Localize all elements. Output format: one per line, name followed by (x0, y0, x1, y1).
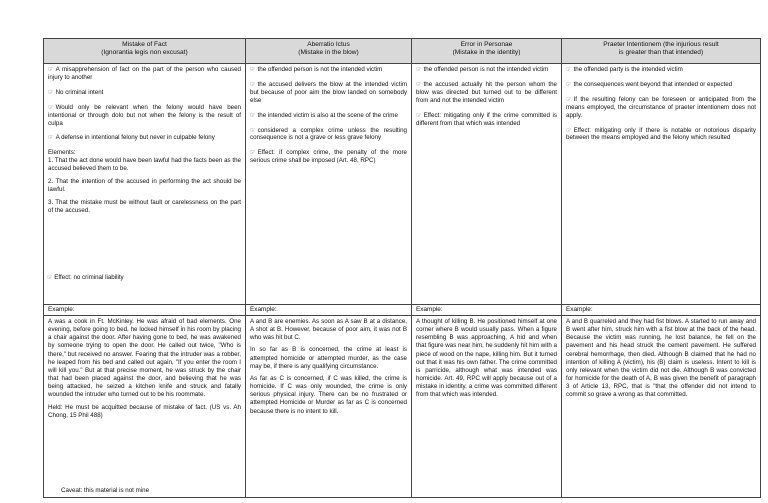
example-text: A and B quarreled and they had fist blows. A started to run away and B went after him, struck him with a fist blow at the back of the head. Because the victim was running, he lost balance, he fell on the pavement and his head struck the cement pavement. He suffered cerebral hemorrhage, then died. Although B claimed that he had no intention of killing A (victim), his (B) claim is useless. Intent to kill is only relevant when the victim did not die. Although B was convicted for homicide for the death of A, B was given the benefit of paragraph 3 of Article 13, RPC, that is "that the offender did not intend to commit so grave a wrong as that committed. (566, 318, 756, 399)
hand-pointing-icon: ☞ (250, 66, 256, 73)
example-text: In so far as B is concerned, the crime at least is attempted homicide or attempted murder, as the case may be, if there is any qualifying circumstance. (250, 346, 407, 370)
bullet-item: ☞ A defense in intentional felony but never in culpable felony (48, 134, 215, 142)
header-subtitle: is greater than that intended) (618, 49, 704, 57)
hand-pointing-icon: ☞ (416, 111, 422, 119)
element-item: 2. That the intention of the accused in performing the act should be lawful. (48, 178, 241, 193)
bullet-item: ☞ Would only be relevant when the felony would have been intentional or through dolo but not when the felony is the result of culpa (48, 103, 241, 127)
bullet-item: ☞ Effect: if complex crime, the penalty of the more serious crime shall be imposed (Art. 48, RPC) (250, 149, 407, 165)
bullet-item: ☞ Effect: mitigating only if there is notable or notorious disparity between the means employed and the felony which resulted (566, 126, 756, 142)
caveat-note: Caveat: this material is not mine (61, 487, 150, 494)
example-label: Example: (412, 305, 561, 316)
hand-pointing-icon: ☞ (48, 88, 54, 96)
hand-pointing-icon: ☞ (250, 111, 256, 119)
examples-row (44, 305, 761, 498)
bullet-item: ☞ the accused delivers the blow at the intended victim but because of poor aim the blow landed on somebody else (250, 80, 407, 104)
hand-pointing-icon: ☞ (48, 66, 54, 73)
header-title: Error in Personae (460, 41, 513, 48)
hand-pointing-icon: ☞ (416, 80, 422, 88)
hand-pointing-icon: ☞ (48, 134, 54, 142)
header-title: Mistake of Fact (122, 41, 167, 48)
legal-comparison-table (43, 38, 761, 498)
hand-pointing-icon: ☞ (47, 274, 53, 281)
hand-pointing-icon: ☞ (250, 126, 256, 134)
bullet-item: ☞ considered a complex crime unless the resulting consequence is not a grave or less grave felony (250, 126, 407, 142)
bullet-item: ☞ A misapprehension of fact on the part of the person who caused injury to another (48, 66, 241, 81)
header-praeter-intentionem (562, 39, 761, 64)
header-aberratio-ictus (246, 39, 412, 64)
header-subtitle: (Ignorantia legis non excusat) (101, 49, 188, 57)
col4-example (562, 305, 761, 498)
col2-definitions (246, 64, 412, 305)
example-held: Held: He must be acquitted because of mistake of fact. (US vs. Ah Chong, 15 Phil 488) (48, 403, 241, 419)
bullet-item: ☞ Effect: mitigating only if the crime committed is different from that which was intended (416, 111, 557, 127)
effect-no-liability: ☞ Effect: no criminal liability (47, 274, 124, 281)
bullet-item: ☞ No criminal intent (48, 88, 104, 96)
hand-pointing-icon: ☞ (416, 66, 422, 73)
definitions-row (44, 64, 761, 305)
header-subtitle: (Mistake in the blow) (298, 49, 359, 57)
hand-pointing-icon: ☞ (566, 66, 572, 73)
header-error-in-personae (412, 39, 562, 64)
col1-definitions (44, 64, 246, 305)
bullet-item: ☞ the intended victim is also at the scene of the crime (250, 111, 398, 119)
elements-title: Elements: (48, 149, 76, 157)
hand-pointing-icon: ☞ (566, 126, 572, 134)
bullet-item: ☞ the consequences went beyond that intended or expected (566, 80, 733, 88)
col2-example (246, 305, 412, 498)
element-item: 3. That the mistake must be without fault or carelessness on the part of the accused. (48, 198, 241, 214)
example-text: A and B are enemies. As soon as A saw B at a distance, A shot at B. However, because of poor aim, it was not B who was hit but C. (250, 318, 407, 342)
col4-definitions (562, 64, 761, 305)
header-subtitle: (Mistake in the identity) (452, 49, 521, 57)
example-text: As far as C is concerned, if C was killed, the crime is homicide. If C was only wounded, the crime is only serious physical injury. There can be no frustrated or attempted Homicide or Murder as far as C is concerned because there is no intent to kill. (250, 374, 407, 415)
hand-pointing-icon: ☞ (566, 80, 572, 88)
col1-example (44, 305, 246, 498)
bullet-item: ☞ the offended party is the intended victim (566, 66, 683, 73)
header-title: Praeter Intentionem (the injurious result (603, 41, 719, 48)
bullet-item: ☞ the offended person is not the intended victim (250, 66, 383, 73)
header-title: Aberratio Ictus (307, 41, 350, 48)
hand-pointing-icon: ☞ (250, 149, 256, 157)
elements-list (48, 149, 241, 214)
example-label: Example: (246, 305, 411, 316)
example-label: Example: (562, 305, 760, 316)
bullet-item: ☞ the offended person is not the intended victim (416, 66, 549, 73)
hand-pointing-icon: ☞ (48, 103, 54, 111)
hand-pointing-icon: ☞ (250, 80, 256, 88)
col3-definitions (412, 64, 562, 305)
header-mistake-of-fact (44, 39, 246, 64)
example-text: A was a cook in Ft. McKinley. He was afraid of bad elements. One evening, before going to bed, he locked himself in his room by placing a chair against the door. After having gone to bed, he was awakened by someone trying to open the door. He called out twice, "Who is there," but received no answer. Fearing that the intruder was a robber, he leaped from his bed and called out again, "If you enter the room I will kill you." But at that precise moment, he was struck by the chair that had been placed against the door, and believing that he was being attacked, he seized a kitchen knife and struck and fatally wounded the intruder who turned out to be his roommate. (48, 318, 241, 399)
element-item: 1. That the act done would have been lawful had the facts been as the accused believed them to be. (48, 157, 241, 173)
col3-example (412, 305, 562, 498)
example-label: Example: (44, 305, 245, 316)
example-text: A thought of killing B. He positioned himself at one corner where B would usually pass. When a figure resembling B was approaching, A hid and when that figure was near him, he suddenly hit him with a piece of wood on the nape, killing him. But it turned out that it was his own father. The crime committed is parricide, although what was intended was homicide. Art. 49, RPC will apply because out of a mistake in identity, a crime was committed different from that which was intended. (416, 318, 557, 399)
bullet-item: ☞ If the resulting felony can be foreseen or anticipated from the means employed, the circumstance of praeter intentionem does not apply. (566, 95, 756, 119)
hand-pointing-icon: ☞ (566, 95, 572, 103)
bullet-item: ☞ the accused actually hit the person whom the blow was directed but turned out to be different from and not the intended victim (416, 80, 557, 104)
header-row (44, 39, 761, 64)
